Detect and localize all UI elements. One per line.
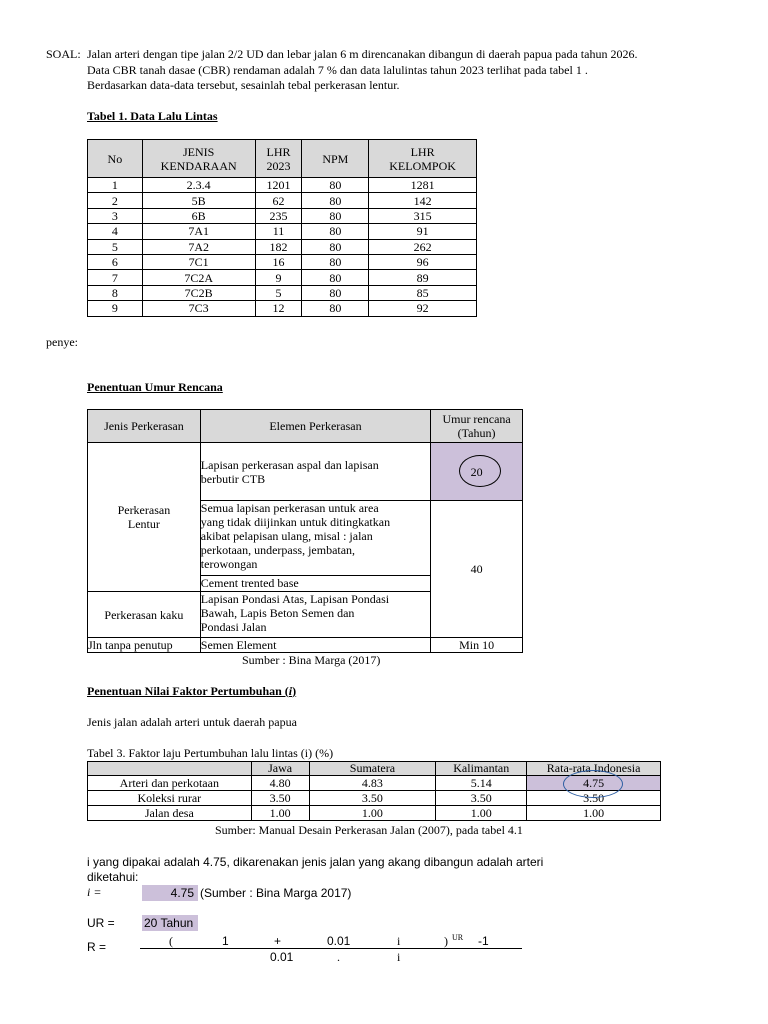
jln-tanpa-penutup-cell: Jln tanpa penutup — [88, 638, 201, 653]
formula-den-001: 0.01 — [270, 950, 294, 964]
elemen-aspal-cell: Lapisan perkerasan aspal dan lapisan berbutir CTB — [200, 443, 430, 501]
ur-label: UR = — [87, 916, 115, 930]
col-elemen-header: Elemen Perkerasan — [200, 410, 430, 443]
table-row: 5 7A2 182 80 262 — [88, 239, 477, 254]
faktor-heading: Penentuan Nilai Faktor Pertumbuhan (i) — [87, 684, 297, 698]
umur-heading: Penentuan Umur Rencana — [87, 380, 223, 394]
jenis-jalan-text: Jenis jalan adalah arteri untuk daerah papua — [87, 715, 297, 729]
umur-40-cell: 40 — [431, 501, 523, 638]
soal-label: SOAL: — [46, 47, 81, 61]
formula-exponent: UR — [452, 933, 464, 942]
col-sumatera-header: Sumatera — [309, 762, 436, 776]
table-row: Koleksi rurar 3.50 3.50 3.50 3.50 — [88, 791, 661, 806]
elemen-semua-lapisan-cell: Semua lapisan perkerasan untuk area yang tidak diijinkan untuk ditingkatkan akibat pelapisan ulang, misal : jalan perkotaan, underpass, jembatan, terowongan — [200, 501, 430, 576]
fraction-line — [140, 948, 522, 949]
table1-title: Tabel 1. Data Lalu Lintas — [87, 109, 218, 123]
formula-close-paren: ) — [444, 934, 448, 948]
formula-minus-one: -1 — [478, 934, 489, 948]
circle-annotation — [459, 455, 501, 487]
col-jenis-perkerasan-header: Jenis Perkerasan — [88, 410, 201, 443]
formula-open-paren: ( — [169, 934, 173, 948]
formula-plus: + — [274, 934, 282, 948]
table-row: 4 7A1 11 80 91 — [88, 224, 477, 239]
i-value: 4.75 — [170, 886, 194, 900]
note-line-2: diketahui: — [87, 870, 139, 884]
i-label: i = — [87, 885, 102, 899]
table-row: 6 7C1 16 80 96 — [88, 254, 477, 269]
formula-001: 0.01 — [327, 934, 351, 948]
traffic-data-table — [87, 139, 477, 317]
soal-line-2: Data CBR tanah dasae (CBR) rendaman adalah 7 % dan data lalulintas tahun 2023 terlihat pada tabel 1 . — [87, 63, 588, 77]
table-row: Arteri dan perkotaan 4.80 4.83 5.14 4.75 — [88, 776, 661, 791]
formula-den-i: i — [397, 950, 401, 964]
table-row: 7 7C2A 9 80 89 — [88, 270, 477, 285]
faktor-source: Sumber: Manual Desain Perkerasan Jalan (2007), pada tabel 4.1 — [215, 823, 523, 837]
col-jenis-header: JENIS KENDARAAN — [142, 140, 255, 178]
table-row: Jalan desa 1.00 1.00 1.00 1.00 — [88, 806, 661, 821]
col-umur-header: Umur rencana (Tahun) — [431, 410, 523, 443]
elemen-ctb-cell: Cement trented base — [200, 576, 430, 592]
ur-value: 20 Tahun — [144, 916, 194, 930]
r-label: R = — [87, 940, 107, 954]
penye-label: penye: — [46, 335, 78, 349]
col-no-header: No — [88, 140, 143, 178]
table-row: 8 7C2B 5 80 85 — [88, 285, 477, 300]
col-lhr-header: LHR 2023 — [255, 140, 302, 178]
table-row: 2 5B 62 80 142 — [88, 193, 477, 208]
design-life-table — [87, 409, 523, 653]
table3-title: Tabel 3. Faktor laju Pertumbuhan lalu lintas (i) (%) — [87, 746, 334, 760]
col-empty-header — [88, 762, 252, 776]
umur-20-cell: 20 — [431, 443, 523, 501]
col-rata-rata-header: Rata-rata Indonesia — [527, 762, 661, 776]
col-kalimantan-header: Kalimantan — [436, 762, 527, 776]
col-npm-header: NPM — [302, 140, 369, 178]
formula-one: 1 — [222, 934, 229, 948]
formula-i: i — [397, 934, 401, 948]
formula-den-dot: . — [337, 950, 340, 964]
soal-line-1: Jalan arteri dengan tipe jalan 2/2 UD dan lebar jalan 6 m direncanakan dibangun di daerah papua pada tahun 2026. — [87, 47, 638, 61]
umur-min10-cell: Min 10 — [431, 638, 523, 653]
soal-line-3: Berdasarkan data-data tersebut, sesainlah tebal perkerasan lentur. — [87, 78, 400, 92]
table-row: 1 2.3.4 1201 80 1281 — [88, 178, 477, 193]
perkerasan-kaku-cell: Perkerasan kaku — [88, 592, 201, 638]
perkerasan-lentur-cell: Perkerasan Lentur — [88, 443, 201, 592]
table-row: 3 6B 235 80 315 — [88, 208, 477, 223]
table-row: 9 7C3 12 80 92 — [88, 301, 477, 316]
i-source: (Sumber : Bina Marga 2017) — [200, 886, 352, 900]
elemen-semen-cell: Semen Element — [200, 638, 430, 653]
circle-annotation — [563, 770, 623, 798]
col-jawa-header: Jawa — [251, 762, 309, 776]
note-line-1: i yang dipakai adalah 4.75, dikarenakan jenis jalan yang akang dibangun adalah arteri — [87, 855, 544, 869]
elemen-pondasi-cell: Lapisan Pondasi Atas, Lapisan Pondasi Bawah, Lapis Beton Semen dan Pondasi Jalan — [200, 592, 430, 638]
umur-source: Sumber : Bina Marga (2017) — [242, 653, 381, 667]
col-kelompok-header: LHR KELOMPOK — [369, 140, 477, 178]
